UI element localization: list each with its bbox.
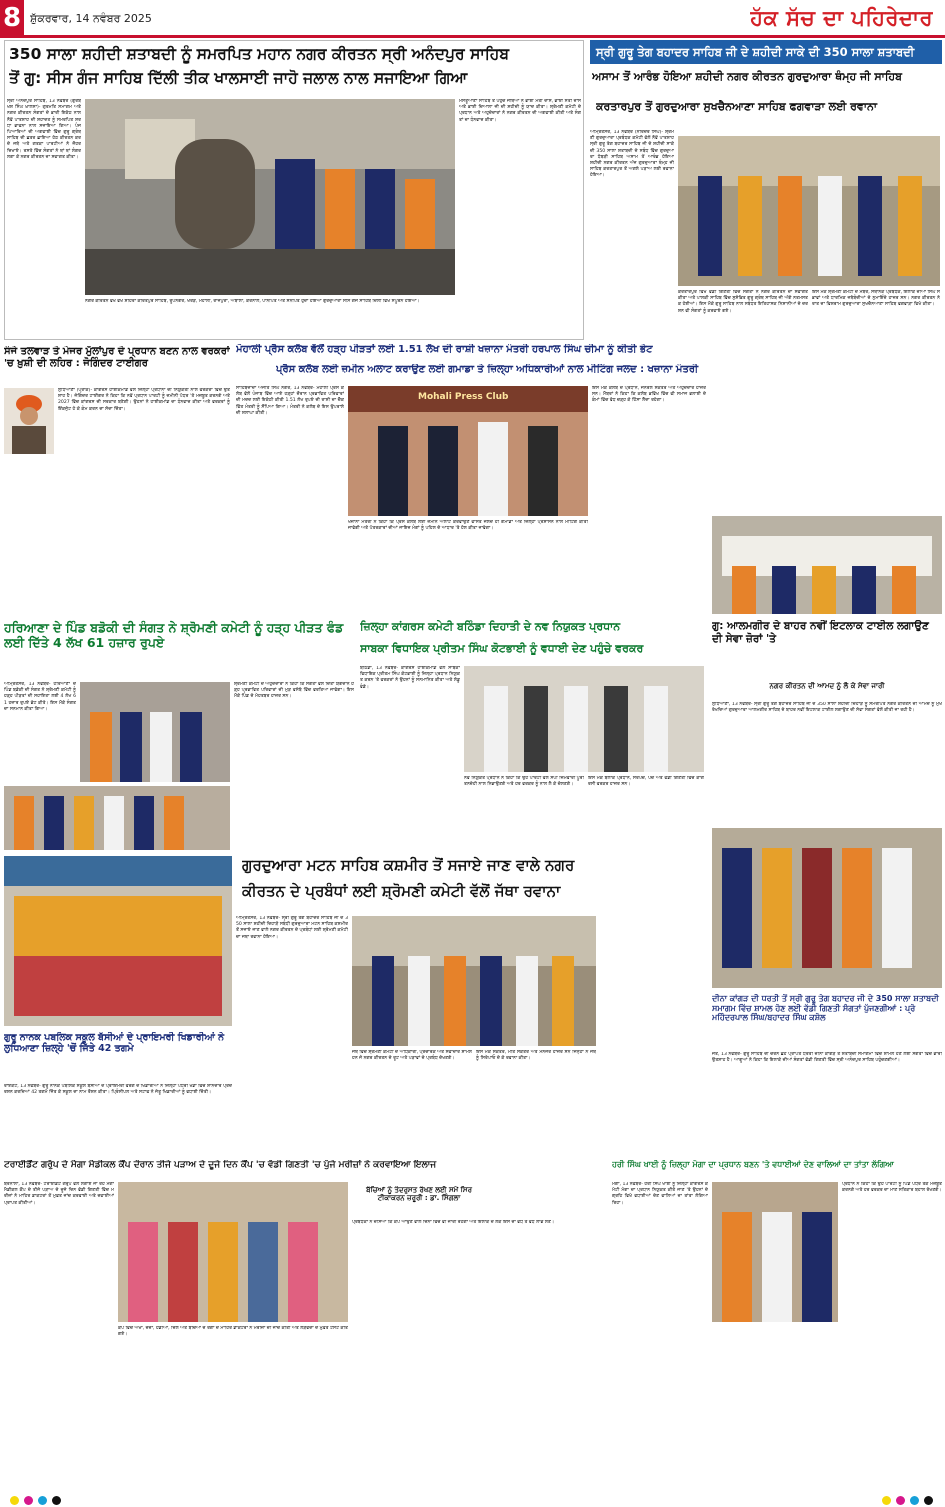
body-hari-singh-1: ਮੋਗਾ, 13 ਨਵੰਬਰ- ਹਰੀ ਸਿੰਘ ਖਾਈ ਨੂੰ ਜ਼ਿਲ੍ਹਾ ਕਾਂਗਰਸ ਕਮੇਟੀ ਮੋਗਾ ਦਾ ਪ੍ਰਧਾਨ ਨਿਯੁਕਤ ਕੀਤੇ ਜਾਣ 'ਤੇ ਉਹਨਾਂ ਦੇ ਗ੍ਰਹਿ ਵਿਖੇ ਵਧਾਈਆਂ ਦੇਣ ਵਾਲਿਆਂ ਦਾ ਤਾਂਤਾ ਲੱਗਿਆ ਰਿਹਾ।	[612, 1182, 708, 1206]
body-mohali-2: ਖਜ਼ਾਨਾ ਮੰਤਰੀ ਨੇ ਕਿਹਾ ਕਿ ਪ੍ਰੈਸ ਕਲੱਬ ਲਈ ਜ਼ਮੀਨ ਅਲਾਟ ਕਰਵਾਉਣ ਵਾਸਤੇ ਜਲਦ ਹੀ ਗਮਾਡਾ ਅਤੇ ਜ਼ਿਲ੍ਹਾ ਪ੍ਰਸ਼ਾਸਨ ਨਾਲ ਮੀਟਿੰਗ ਕੀਤੀ ਜਾਵੇਗੀ ਅਤੇ ਪੱਤਰਕਾਰਾਂ ਦੀਆਂ ਜਾਇਜ਼ ਮੰਗਾਂ ਨੂੰ ਪਹਿਲ ਦੇ ਆਧਾਰ 'ਤੇ ਹੱਲ ਕੀਤਾ ਜਾਵੇਗਾ।	[348, 520, 588, 532]
mohali-press-photo	[348, 386, 588, 516]
registration-mark-yellow	[10, 1496, 19, 1505]
headline-trident: ਟਰਾਈਡੈਂਟ ਗਰੁੱਪ ਦੇ ਮੈਗਾ ਮੈਡੀਕਲ ਕੈਂਪ ਦੌਰਾਨ ਤੀਜੇ ਪੜਾਅ ਦੇ ਦੂਜੇ ਦਿਨ ਕੈਂਪ 'ਚ ਵੱਡੀ ਗਿਣਤੀ 'ਚ ਪੁੱਜੇ ਮਰੀਜ਼ਾਂ ਨੇ ਕਰਵਾਇਆ ਇਲਾਜ	[4, 1160, 437, 1170]
registration-mark-black	[52, 1496, 61, 1505]
body-talwandi: ਲੁਧਿਆਣਾ (ਪ੍ਰਾਕ)- ਕਾਂਗਰਸ ਹਾਈਕਮਾਂਡ ਵੱਲੋਂ ਜ਼ਿਲ੍ਹਾ ਪ੍ਰਧਾਨਾਂ ਦੀ ਨਿਯੁਕਤੀ ਨਾਲ ਵਰਕਰਾਂ ਵਿੱਚ ਉਤਸ਼ਾਹ ਹੈ। ਜੋਗਿੰਦਰ ਟਾਈਗਰ ਨੇ ਕਿਹਾ ਕਿ ਨਵੇਂ ਪ੍ਰਧਾਨ ਪਾਰਟੀ ਨੂੰ ਜ਼ਮੀਨੀ ਪੱਧਰ 'ਤੇ ਮਜ਼ਬੂਤ ਕਰਨਗੇ ਅਤੇ 2027 ਵਿੱਚ ਕਾਂਗਰਸ ਦੀ ਸਰਕਾਰ ਬਣੇਗੀ। ਉਹਨਾਂ ਨੇ ਹਾਈਕਮਾਂਡ ਦਾ ਧੰਨਵਾਦ ਕੀਤਾ ਅਤੇ ਵਰਕਰਾਂ ਨੂੰ ਇੱਕਜੁੱਟ ਹੋ ਕੇ ਕੰਮ ਕਰਨ ਦਾ ਸੱਦਾ ਦਿੱਤਾ।	[58, 388, 230, 412]
haryana-photo	[80, 682, 230, 782]
body-mohali-3: ਇਸ ਮੌਕੇ ਕਲੱਬ ਦੇ ਪ੍ਰਧਾਨ, ਜਨਰਲ ਸਕੱਤਰ ਅਤੇ ਅਹੁਦੇਦਾਰ ਹਾਜ਼ਰ ਸਨ। ਮੈਂਬਰਾਂ ਨੇ ਕਿਹਾ ਕਿ ਕਲੱਬ ਭਵਿੱਖ ਵਿੱਚ ਵੀ ਸਮਾਜ ਭਲਾਈ ਦੇ ਕੰਮਾਂ ਵਿੱਚ ਵੱਧ ਚੜ੍ਹ ਕੇ ਹਿੱਸਾ ਲੈਂਦਾ ਰਹੇਗਾ।	[592, 386, 706, 404]
body-top-right-3: ਇਸ ਮੌਕੇ ਸ਼੍ਰੋਮਣੀ ਕਮੇਟੀ ਦੇ ਮੈਂਬਰ, ਸਥਾਨਕ ਪ੍ਰਬੰਧਕ, ਇਲਾਕੇ ਦੀਆਂ ਸਿੰਘ ਸਭਾਵਾਂ ਅਤੇ ਧਾਰਮਿਕ ਜਥੇਬੰਦੀਆਂ ਦੇ ਨੁਮਾਇੰਦੇ ਹਾਜ਼ਰ ਸਨ। ਨਗਰ ਕੀਰਤਨ ਨੇ ਰਾਤ ਦਾ ਵਿਸ਼ਰਾਮ ਗੁਰਦੁਆਰਾ ਸੁਖਚੈਨਆਣਾ ਸਾਹਿਬ ਫਗਵਾੜਾ ਵਿਖੇ ਕੀਤਾ।	[812, 290, 940, 308]
registration-mark-cyan	[38, 1496, 47, 1505]
hari-singh-photo	[712, 1182, 838, 1322]
headline-top-left-2: ਤੋਂ ਗੁ: ਸੀਸ ਗੰਜ ਸਾਹਿਬ ਦਿੱਲੀ ਤੀਕ ਖਾਲਸਾਈ ਜਾਹੋ ਜਲਾਲ ਨਾਲ ਸਜਾਇਆ ਗਿਆ	[9, 69, 468, 87]
body-dinanagar: ਜੈਤੋ, 13 ਨਵੰਬਰ- ਗੁਰੂ ਸਾਹਿਬ ਦੀ ਚਰਨ ਛੋਹ ਪ੍ਰਾਪਤ ਧਰਤੀ ਦੀਨਾ ਕਾਂਗੜ ਤੋਂ ਸ਼ਤਾਬਦੀ ਸਮਾਗਮਾਂ ਵਿੱਚ ਸ਼ਾਮਲ ਹੋਣ ਲਈ ਸੰਗਤਾਂ ਵਿੱਚ ਭਾਰੀ ਉਤਸ਼ਾਹ ਹੈ। ਆਗੂਆਂ ਨੇ ਕਿਹਾ ਕਿ ਇਲਾਕੇ ਦੀਆਂ ਸੰਗਤਾਂ ਵੱਡੀ ਗਿਣਤੀ ਵਿੱਚ ਸ੍ਰੀ ਅਨੰਦਪੁਰ ਸਾਹਿਬ ਪਹੁੰਚਣਗੀਆਂ।	[712, 1052, 942, 1064]
story-guru-nanak-school	[4, 856, 232, 1154]
alamgir-photo	[712, 828, 942, 988]
headline-bathinda-2: ਸਾਬਕਾ ਵਿਧਾਇਕ ਪ੍ਰੀਤਮ ਸਿੰਘ ਕੋਟਭਾਈ ਨੂੰ ਵਧਾਈ ਦੇਣ ਪਹੁੰਚੇ ਵਰਕਰ	[360, 642, 644, 655]
body-kashmir-2: ਜਥੇ ਵਿੱਚ ਸ਼੍ਰੋਮਣੀ ਕਮੇਟੀ ਦੇ ਅਧਿਕਾਰੀ, ਪ੍ਰਚਾਰਕ ਅਤੇ ਸੇਵਾਦਾਰ ਸ਼ਾਮਲ ਹਨ ਜੋ ਨਗਰ ਕੀਰਤਨ ਦੇ ਰੂਟ ਅਤੇ ਪੜਾਵਾਂ ਦੇ ਪ੍ਰਬੰਧ ਦੇਖਣਗੇ।	[352, 1050, 472, 1062]
headline-haryana: ਹਰਿਆਣਾ ਦੇ ਪਿੰਡ ਬਡੋਕੀ ਦੀ ਸੰਗਤ ਨੇ ਸ਼੍ਰੋਮਣੀ ਕਮੇਟੀ ਨੂੰ ਹੜ੍ਹ ਪੀੜਤ ਫੰਡ ਲਈ ਦਿੱਤੇ 4 ਲੱਖ 61 ਹਜ਼ਾਰ ਰੁਪਏ	[4, 620, 344, 650]
headline-top-left-1: 350 ਸਾਲਾ ਸ਼ਹੀਦੀ ਸ਼ਤਾਬਦੀ ਨੂੰ ਸਮਰਪਿਤ ਮਹਾਨ ਨਗਰ ਕੀਰਤਨ ਸ੍ਰੀ ਅਨੰਦਪੁਰ ਸਾਹਿਬ	[9, 45, 510, 63]
body-top-left-1: ਸ੍ਰੀ ਅਨੰਦਪੁਰ ਸਾਹਿਬ, 13 ਨਵੰਬਰ (ਗੁਰਬਖਸ਼ ਸਿੰਘ ਖ਼ਾਲਸਾ)- ਗੁਰਮਤਿ ਸਮਾਗਮ ਅਤੇ ਨਗਰ ਕੀਰਤਨ ਸੰਗਤਾਂ ਦੇ ਭਾਰੀ ਇਕੱਠ ਨਾਲ ਨੌਵੇਂ ਪਾਤਸ਼ਾਹ ਦੀ ਸ਼ਹਾਦਤ ਨੂੰ ਸਮਰਪਿਤ ਸ਼ਰਧਾ ਭਾਵਨਾ ਨਾਲ ਸਜਾਇਆ ਗਿਆ। ਪੰਜ ਪਿਆਰਿਆਂ ਦੀ ਅਗਵਾਈ ਵਿੱਚ ਗੁਰੂ ਗ੍ਰੰਥ ਸਾਹਿਬ ਦੀ ਛਤਰ ਛਾਇਆ ਹੇਠ ਕੀਰਤਨ ਕਰਦੇ ਜਥੇ ਅਤੇ ਗਤਕਾ ਪਾਰਟੀਆਂ ਨੇ ਜੌਹਰ ਦਿਖਾਏ। ਰਸਤੇ ਵਿੱਚ ਸੰਗਤਾਂ ਨੇ ਥਾਂ ਥਾਂ ਲੰਗਰ ਲਗਾ ਕੇ ਨਗਰ ਕੀਰਤਨ ਦਾ ਸਵਾਗਤ ਕੀਤਾ।	[7, 99, 81, 160]
body-alamgir: ਲੁਧਿਆਣਾ, 13 ਨਵੰਬਰ- ਸ੍ਰੀ ਗੁਰੂ ਤੇਗ ਬਹਾਦਰ ਸਾਹਿਬ ਜੀ ਦੇ 350 ਸਾਲਾ ਸ਼ਹੀਦੀ ਦਿਹਾੜੇ ਨੂੰ ਸਮਰਪਿਤ ਨਗਰ ਕੀਰਤਨ ਦੀ ਆਮਦ ਨੂੰ ਮੁੱਖ ਰੱਖਦਿਆਂ ਗੁਰਦੁਆਰਾ ਆਲਮਗੀਰ ਸਾਹਿਬ ਦੇ ਬਾਹਰ ਨਵੀਂ ਇਟਲਾਕ ਟਾਈਲ ਲਗਾਉਣ ਦੀ ਸੇਵਾ ਸੰਗਤਾਂ ਵੱਲੋਂ ਕੀਤੀ ਜਾ ਰਹੀ ਹੈ।	[712, 702, 942, 714]
newspaper-logo: ਹੱਕ ਸੱਚ ਦਾ ਪਹਿਰੇਦਾਰ	[750, 6, 933, 30]
registration-mark-magenta	[24, 1496, 33, 1505]
body-top-left-3: ਨਗਰ ਕੀਰਤਨ ਵੱਖ ਵੱਖ ਸ਼ਹਿਰਾਂ ਕੀਰਤਪੁਰ ਸਾਹਿਬ, ਰੂਪਨਗਰ, ਖਰੜ, ਮੋਹਾਲੀ, ਰਾਜਪੁਰਾ, ਅੰਬਾਲਾ, ਕਰਨਾਲ, ਪਾਨੀਪਤ ਅਤੇ ਸੋਨੀਪਤ ਹੁੰਦਾ ਹੋਇਆ ਗੁਰਦੁਆਰਾ ਸੀਸ ਗੰਜ ਸਾਹਿਬ ਦਿੱਲੀ ਵਿਖੇ ਸੰਪੂਰਨ ਹੋਇਆ।	[85, 299, 420, 304]
headline-talwandi: ਸੰਜੇ ਤਲਵਾੜ ਤੇ ਮੇਜਰ ਮੁੱਲਾਂਪੁਰ ਦੇ ਪ੍ਰਧਾਨ ਬਣਨ ਨਾਲ ਵਰਕਰਾਂ 'ਚ ਖ਼ੁਸ਼ੀ ਦੀ ਲਹਿਰ : ਜੋਗਿੰਦਰ ਟਾਈਗਰ	[4, 346, 230, 369]
nagar-kirtan-photo	[85, 99, 455, 295]
headline-bathinda-1: ਜ਼ਿਲ੍ਹਾ ਕਾਂਗਰਸ ਕਮੇਟੀ ਬਠਿੰਡਾ ਦਿਹਾਤੀ ਦੇ ਨਵ ਨਿਯੁਕਤ ਪ੍ਰਧਾਨ	[360, 620, 621, 633]
body-bathinda-2: ਨਵ ਨਿਯੁਕਤ ਪ੍ਰਧਾਨ ਨੇ ਕਿਹਾ ਕਿ ਉਹ ਪਾਰਟੀ ਵੱਲੋਂ ਸੌਂਪੀ ਜ਼ਿੰਮੇਵਾਰੀ ਪੂਰੀ ਤਨਦੇਹੀ ਨਾਲ ਨਿਭਾਉਣਗੇ ਅਤੇ ਹਰ ਵਰਕਰ ਨੂੰ ਨਾਲ ਲੈ ਕੇ ਚੱਲਣਗੇ।	[464, 776, 584, 788]
body-top-left-2: ਮਸਤੂਆਣਾ ਸਾਹਿਬ ਤੋਂ ਪਹੁੰਚੇ ਜਥਿਆਂ ਨੇ ਭਾਈ ਮਤੀ ਦਾਸ, ਭਾਈ ਸਤੀ ਦਾਸ ਅਤੇ ਭਾਈ ਦਿਆਲਾ ਜੀ ਦੀ ਸ਼ਹੀਦੀ ਨੂੰ ਯਾਦ ਕੀਤਾ। ਸ਼੍ਰੋਮਣੀ ਕਮੇਟੀ ਦੇ ਪ੍ਰਧਾਨ ਅਤੇ ਅਹੁਦੇਦਾਰਾਂ ਨੇ ਨਗਰ ਕੀਰਤਨ ਦੀ ਅਗਵਾਈ ਕੀਤੀ ਅਤੇ ਸੰਗਤਾਂ ਦਾ ਧੰਨਵਾਦ ਕੀਤਾ।	[459, 99, 581, 123]
masthead-rule	[0, 35, 945, 38]
registration-mark-magenta-right	[896, 1496, 905, 1505]
centenary-banner: ਸ੍ਰੀ ਗੁਰੂ ਤੇਗ ਬਹਾਦਰ ਸਾਹਿਬ ਜੀ ਦੇ ਸ਼ਹੀਦੀ ਸਾਕੇ ਦੀ 350 ਸਾਲਾ ਸ਼ਤਾਬਦੀ	[590, 40, 942, 64]
story-hari-singh	[612, 1160, 942, 1490]
subhead-trident: ਬੱਚਿਆਂ ਨੂੰ ਤੰਦਰੁਸਤ ਰੱਖਣ ਲਈ ਸਮੇਂ ਸਿਰ ਟੀਕਾਕਰਨ ਜ਼ਰੂਰੀ : ਡਾ. ਸਿੰਗਲਾ	[366, 1186, 472, 1203]
kartarpur-photo	[678, 136, 940, 286]
body-guru-nanak-school: ਰਾਏਕੋਟ, 13 ਨਵੰਬਰ- ਗੁਰੂ ਨਾਨਕ ਪਬਲਿਕ ਸਕੂਲ ਬੱਸੀਆਂ ਦੇ ਪ੍ਰਾਇਮਰੀ ਵਰਗ ਦੇ ਖਿਡਾਰੀਆਂ ਨੇ ਜ਼ਿਲ੍ਹਾ ਪੱਧਰੀ ਖੇਡਾਂ ਵਿੱਚ ਸ਼ਾਨਦਾਰ ਪ੍ਰਦਰਸ਼ਨ ਕਰਦਿਆਂ 42 ਤਗਮੇ ਜਿੱਤ ਕੇ ਸਕੂਲ ਦਾ ਨਾਮ ਰੌਸ਼ਨ ਕੀਤਾ। ਪ੍ਰਿੰਸੀਪਲ ਅਤੇ ਸਟਾਫ ਨੇ ਜੇਤੂ ਖਿਡਾਰੀਆਂ ਨੂੰ ਵਧਾਈ ਦਿੱਤੀ।	[4, 1084, 232, 1096]
body-haryana-1: ਅੰਮ੍ਰਿਤਸਰ, 13 ਨਵੰਬਰ- ਹਰਿਆਣਾ ਦੇ ਪਿੰਡ ਬਡੋਕੀ ਦੀ ਸੰਗਤ ਨੇ ਸ਼੍ਰੋਮਣੀ ਕਮੇਟੀ ਨੂੰ ਹੜ੍ਹ ਪੀੜਤਾਂ ਦੀ ਸਹਾਇਤਾ ਲਈ 4 ਲੱਖ 61 ਹਜ਼ਾਰ ਰੁਪਏ ਭੇਟ ਕੀਤੇ। ਇਸ ਮੌਕੇ ਸੰਗਤ ਦਾ ਸਨਮਾਨ ਕੀਤਾ ਗਿਆ।	[4, 682, 76, 712]
body-trident-2: ਕੈਂਪ ਵਿੱਚ ਅੱਖਾਂ, ਦੰਦਾਂ, ਹੱਡੀਆਂ, ਦਿਲ ਅਤੇ ਬੱਚਿਆਂ ਦੇ ਰੋਗਾਂ ਦੇ ਮਾਹਿਰ ਡਾਕਟਰਾਂ ਨੇ ਮਰੀਜ਼ਾਂ ਦੀ ਜਾਂਚ ਕੀਤੀ ਅਤੇ ਲੋੜਵੰਦਾਂ ਦੇ ਮੁਫ਼ਤ ਟੈਸਟ ਕੀਤੇ ਗਏ।	[118, 1326, 348, 1338]
story-top-right	[590, 40, 942, 340]
story-bathinda-congress	[360, 620, 708, 852]
medical-camp-photo	[118, 1182, 348, 1322]
story-talwandi	[4, 344, 232, 616]
headline-kashmir-2: ਕੀਰਤਨ ਦੇ ਪ੍ਰਬੰਧਾਂ ਲਈ ਸ਼੍ਰੋਮਣੀ ਕਮੇਟੀ ਵੱਲੋਂ ਜੱਥਾ ਰਵਾਨਾ	[242, 882, 561, 900]
school-team-photo	[4, 856, 232, 1026]
body-bathinda-1: ਬਠਿੰਡਾ, 13 ਨਵੰਬਰ- ਕਾਂਗਰਸ ਹਾਈਕਮਾਂਡ ਵੱਲੋਂ ਸਾਬਕਾ ਵਿਧਾਇਕ ਪ੍ਰੀਤਮ ਸਿੰਘ ਕੋਟਭਾਈ ਨੂੰ ਜ਼ਿਲ੍ਹਾ ਪ੍ਰਧਾਨ ਨਿਯੁਕਤ ਕਰਨ 'ਤੇ ਵਰਕਰਾਂ ਨੇ ਉਹਨਾਂ ਨੂੰ ਸਨਮਾਨਿਤ ਕੀਤਾ ਅਤੇ ਲੱਡੂ ਵੰਡੇ।	[360, 666, 460, 690]
bathinda-photo	[464, 666, 704, 772]
body-haryana-2: ਸ਼੍ਰੋਮਣੀ ਕਮੇਟੀ ਦੇ ਅਹੁਦੇਦਾਰਾਂ ਨੇ ਕਿਹਾ ਕਿ ਸੰਗਤਾਂ ਵੱਲੋਂ ਦਿੱਤਾ ਯੋਗਦਾਨ ਹੜ੍ਹ ਪ੍ਰਭਾਵਿਤ ਪਰਿਵਾਰਾਂ ਦੀ ਮੁੜ ਵਸੇਬੇ ਵਿੱਚ ਵਰਤਿਆ ਜਾਵੇਗਾ। ਇਸ ਮੌਕੇ ਪਿੰਡ ਦੇ ਮੋਹਤਬਰ ਹਾਜ਼ਰ ਸਨ।	[234, 682, 354, 700]
dateline: ਸ਼ੁੱਕਰਵਾਰ, 14 ਨਵੰਬਰ 2025	[30, 12, 152, 25]
registration-mark-black-right	[924, 1496, 933, 1505]
body-top-right-1: ਅੰਮ੍ਰਿਤਸਰ, 13 ਨਵੰਬਰ (ਨਰਿੰਦਰ ਸਿੰਘ)- ਸ਼੍ਰੋਮਣੀ ਗੁਰਦੁਆਰਾ ਪ੍ਰਬੰਧਕ ਕਮੇਟੀ ਵੱਲੋਂ ਨੌਵੇਂ ਪਾਤਸ਼ਾਹ ਸ੍ਰੀ ਗੁਰੂ ਤੇਗ ਬਹਾਦਰ ਸਾਹਿਬ ਜੀ ਦੇ ਸ਼ਹੀਦੀ ਸਾਕੇ ਦੀ 350 ਸਾਲਾ ਸ਼ਤਾਬਦੀ ਦੇ ਸਬੰਧ ਵਿੱਚ ਗੁਰਦੁਆਰਾ ਧੋਬੜੀ ਸਾਹਿਬ ਅਸਾਮ ਤੋਂ ਆਰੰਭ ਹੋਇਆ ਸ਼ਹੀਦੀ ਨਗਰ ਕੀਰਤਨ ਅੱਜ ਗੁਰਦੁਆਰਾ ਥੰਮ੍ਹ ਜੀ ਸਾਹਿਬ ਕਰਤਾਰਪੁਰ ਤੋਂ ਅਗਲੇ ਪੜਾਅ ਲਈ ਰਵਾਨਾ ਹੋਇਆ।	[590, 130, 674, 179]
subhead-alamgir: ਨਗਰ ਕੀਰਤਨ ਦੀ ਆਮਦ ਨੂੰ ਲੈ ਕੇ ਸੇਵਾ ਜਾਰੀ	[769, 682, 885, 690]
headline-top-right-2: ਕਰਤਾਰਪੁਰ ਤੋਂ ਗੁਰਦੁਆਰਾ ਸੁਖਚੈਨਆਣਾ ਸਾਹਿਬ ਫਗਵਾੜਾ ਲਈ ਰਵਾਨਾ	[596, 100, 877, 113]
page-number: 8	[0, 0, 24, 36]
headline-hari-singh: ਹਰੀ ਸਿੰਘ ਖਾਈ ਨੂੰ ਜ਼ਿਲ੍ਹਾ ਮੋਗਾ ਦਾ ਪ੍ਰਧਾਨ ਬਣਨ 'ਤੇ ਵਧਾਈਆਂ ਦੇਣ ਵਾਲਿਆਂ ਦਾ ਤਾਂਤਾ ਲੱਗਿਆ	[612, 1160, 894, 1169]
headline-top-right-1: ਅਸਾਮ ਤੋਂ ਆਰੰਭ ਹੋਇਆ ਸ਼ਹੀਦੀ ਨਗਰ ਕੀਰਤਨ ਗੁਰਦੁਆਰਾ ਥੰਮ੍ਹ ਜੀ ਸਾਹਿਬ	[592, 70, 902, 83]
haryana-photo-2	[4, 786, 230, 850]
talwandi-portrait	[4, 388, 54, 454]
body-bathinda-3: ਇਸ ਮੌਕੇ ਬਲਾਕ ਪ੍ਰਧਾਨ, ਸਰਪੰਚ, ਪੰਚ ਅਤੇ ਵੱਡੀ ਗਿਣਤੀ ਵਿੱਚ ਕਾਂਗਰਸੀ ਵਰਕਰ ਹਾਜ਼ਰ ਸਨ।	[588, 776, 704, 788]
body-mohali-1: ਸਾਹਿਬਜ਼ਾਦਾ ਅਜੀਤ ਸਿੰਘ ਨਗਰ, 13 ਨਵੰਬਰ- ਮੋਹਾਲੀ ਪ੍ਰੈਸ ਕਲੱਬ ਵੱਲੋਂ ਪੰਜਾਬ ਵਿੱਚ ਆਏ ਹੜ੍ਹਾਂ ਦੌਰਾਨ ਪ੍ਰਭਾਵਿਤ ਪਰਿਵਾਰਾਂ ਦੀ ਮਦਦ ਲਈ ਇਕੱਠੀ ਕੀਤੀ 1.51 ਲੱਖ ਰੁਪਏ ਦੀ ਰਾਸ਼ੀ ਦਾ ਚੈੱਕ ਵਿੱਤ ਮੰਤਰੀ ਨੂੰ ਸੌਂਪਿਆ ਗਿਆ। ਮੰਤਰੀ ਨੇ ਕਲੱਬ ਦੇ ਇਸ ਉਪਰਾਲੇ ਦੀ ਸ਼ਲਾਘਾ ਕੀਤੀ।	[236, 386, 344, 416]
body-trident-3: ਪ੍ਰਬੰਧਕਾਂ ਨੇ ਦੱਸਿਆ ਕਿ ਕੈਂਪ ਆਉਣ ਵਾਲੇ ਦਿਨਾਂ ਵਿੱਚ ਵੀ ਜਾਰੀ ਰਹੇਗਾ ਅਤੇ ਇਲਾਕੇ ਦੇ ਲੋਕ ਇਸ ਦਾ ਵੱਧ ਤੋਂ ਵੱਧ ਲਾਭ ਲੈਣ।	[352, 1220, 555, 1225]
kashmir-photo	[352, 916, 596, 1046]
headline-dinanagar: ਦੀਨਾ ਕਾਂਗੜ ਦੀ ਧਰਤੀ ਤੋਂ ਸ੍ਰੀ ਗੁਰੂ ਤੇਗ ਬਹਾਦਰ ਜੀ ਦੇ 350 ਸਾਲਾ ਸ਼ਤਾਬਦੀ ਸਮਾਗਮ ਵਿੱਚ ਸ਼ਾਮਲ ਹੋਣ ਲਈ ਵੱਡੀ ਗਿਣਤੀ ਸੰਗਤਾਂ ਪੁੱਜਣਗੀਆਂ : ਪ੍ਰੋ ਮਹਿੰਦਰਪਾਲ ਸਿੰਘ/ਬਹਾਦਰ ਸਿੰਘ ਕਸ਼ੋਲ	[712, 994, 939, 1023]
headline-mohali-2: ਪ੍ਰੈਸ ਕਲੱਬ ਲਈ ਜ਼ਮੀਨ ਅਲਾਟ ਕਰਾਉਣ ਲਈ ਗਮਾਡਾ ਤੇ ਜ਼ਿਲ੍ਹਾ ਅਧਿਕਾਰੀਆਂ ਨਾਲ ਮੀਟਿੰਗ ਜਲਦ : ਖਜ਼ਾਨਾ ਮੰਤਰੀ	[276, 364, 699, 375]
story-dinanagar	[712, 994, 942, 1136]
story-top-left	[4, 40, 584, 340]
story-trident-camp	[4, 1160, 608, 1490]
headline-kashmir-1: ਗੁਰਦੁਆਰਾ ਮਟਨ ਸਾਹਿਬ ਕਸ਼ਮੀਰ ਤੋਂ ਸਜਾਏ ਜਾਣ ਵਾਲੇ ਨਗਰ	[242, 856, 575, 874]
story-haryana-sangat	[4, 620, 356, 852]
story-mohali-press	[236, 344, 708, 616]
registration-bar	[0, 1494, 945, 1507]
kartarpur-photo-2	[712, 516, 942, 614]
story-alamgir	[712, 620, 942, 990]
body-hari-singh-2: ਪ੍ਰਧਾਨ ਨੇ ਕਿਹਾ ਕਿ ਉਹ ਪਾਰਟੀ ਨੂੰ ਪਿੰਡ ਪੱਧਰ ਤੱਕ ਮਜ਼ਬੂਤ ਕਰਨਗੇ ਅਤੇ ਹਰ ਵਰਕਰ ਦਾ ਮਾਣ ਸਤਿਕਾਰ ਬਹਾਲ ਰੱਖਣਗੇ।	[842, 1182, 942, 1194]
story-kashmir-nagar	[236, 856, 708, 1154]
headline-guru-nanak-school: ਗੁਰੂ ਨਾਨਕ ਪਬਲਿਕ ਸਕੂਲ ਬੱਸੀਆਂ ਦੇ ਪ੍ਰਾਇਮਰੀ ਖਿਡਾਰੀਆਂ ਨੇ ਲੁਧਿਆਣਾ ਜ਼ਿਲ੍ਹੇ 'ਚੋਂ ਜਿੱਤੇ 42 ਤਗਮੇ	[4, 1032, 225, 1055]
registration-mark-yellow-right	[882, 1496, 891, 1505]
headline-alamgir: ਗੁ: ਆਲਮਗੀਰ ਦੇ ਬਾਹਰ ਨਵੀਂ ਇਟਲਾਕ ਟਾਈਲ ਲਗਾਉਣ ਦੀ ਸੇਵਾ ਜ਼ੋਰਾਂ 'ਤੇ	[712, 620, 929, 645]
registration-mark-cyan-right	[910, 1496, 919, 1505]
body-top-right-2: ਕਰਤਾਰਪੁਰ ਵਿਖੇ ਵੱਡੀ ਗਿਣਤੀ ਵਿੱਚ ਸੰਗਤਾਂ ਨੇ ਨਗਰ ਕੀਰਤਨ ਦਾ ਸਵਾਗਤ ਕੀਤਾ ਅਤੇ ਪਾਲਕੀ ਸਾਹਿਬ ਵਿੱਚ ਸੁਸ਼ੋਭਿਤ ਗੁਰੂ ਗ੍ਰੰਥ ਸਾਹਿਬ ਜੀ ਅੱਗੇ ਨਤਮਸਤਕ ਹੋਈਆਂ। ਇਸ ਮੌਕੇ ਗੁਰੂ ਸਾਹਿਬ ਨਾਲ ਸਬੰਧਤ ਇਤਿਹਾਸਕ ਨਿਸ਼ਾਨੀਆਂ ਦੇ ਦਰਸ਼ਨ ਵੀ ਸੰਗਤਾਂ ਨੂੰ ਕਰਵਾਏ ਗਏ।	[678, 290, 808, 314]
body-kashmir-1: ਅੰਮ੍ਰਿਤਸਰ, 13 ਨਵੰਬਰ- ਸ੍ਰੀ ਗੁਰੂ ਤੇਗ ਬਹਾਦਰ ਸਾਹਿਬ ਜੀ ਦੇ 350 ਸਾਲਾ ਸ਼ਹੀਦੀ ਦਿਹਾੜੇ ਸਬੰਧੀ ਗੁਰਦੁਆਰਾ ਮਟਨ ਸਾਹਿਬ ਕਸ਼ਮੀਰ ਤੋਂ ਸਜਾਏ ਜਾਣ ਵਾਲੇ ਨਗਰ ਕੀਰਤਨ ਦੇ ਪ੍ਰਬੰਧਾਂ ਲਈ ਸ਼੍ਰੋਮਣੀ ਕਮੇਟੀ ਦਾ ਜਥਾ ਰਵਾਨਾ ਹੋਇਆ।	[236, 916, 348, 940]
mohali-press-caption: Mohali Press Club	[418, 392, 509, 402]
body-kashmir-3: ਇਸ ਮੌਕੇ ਸਕੱਤਰ, ਮੀਤ ਸਕੱਤਰ ਅਤੇ ਮੈਨੇਜਰ ਹਾਜ਼ਰ ਸਨ ਜਿਨ੍ਹਾਂ ਨੇ ਜਥੇ ਨੂੰ ਸਿਰੋਪਾਓ ਦੇ ਕੇ ਰਵਾਨਾ ਕੀਤਾ।	[476, 1050, 596, 1062]
body-trident-1: ਬਰਨਾਲਾ, 13 ਨਵੰਬਰ- ਟਰਾਈਡੈਂਟ ਗਰੁੱਪ ਵੱਲੋਂ ਲਗਾਏ ਜਾ ਰਹੇ ਮੈਗਾ ਮੈਡੀਕਲ ਕੈਂਪ ਦੇ ਤੀਜੇ ਪੜਾਅ ਦੇ ਦੂਜੇ ਦਿਨ ਵੱਡੀ ਗਿਣਤੀ ਵਿੱਚ ਮਰੀਜ਼ਾਂ ਨੇ ਮਾਹਿਰ ਡਾਕਟਰਾਂ ਤੋਂ ਮੁਫ਼ਤ ਜਾਂਚ ਕਰਵਾਈ ਅਤੇ ਦਵਾਈਆਂ ਪ੍ਰਾਪਤ ਕੀਤੀਆਂ।	[4, 1182, 114, 1206]
headline-mohali-1: ਮੋਹਾਲੀ ਪ੍ਰੈਸ ਕਲੱਬ ਵੱਲੋਂ ਹੜ੍ਹ ਪੀੜਤਾਂ ਲਈ 1.51 ਲੱਖ ਦੀ ਰਾਸ਼ੀ ਖਜ਼ਾਨਾ ਮੰਤਰੀ ਹਰਪਾਲ ਸਿੰਘ ਚੀਮਾ ਨੂੰ ਕੀਤੀ ਭੇਟ	[236, 344, 653, 355]
